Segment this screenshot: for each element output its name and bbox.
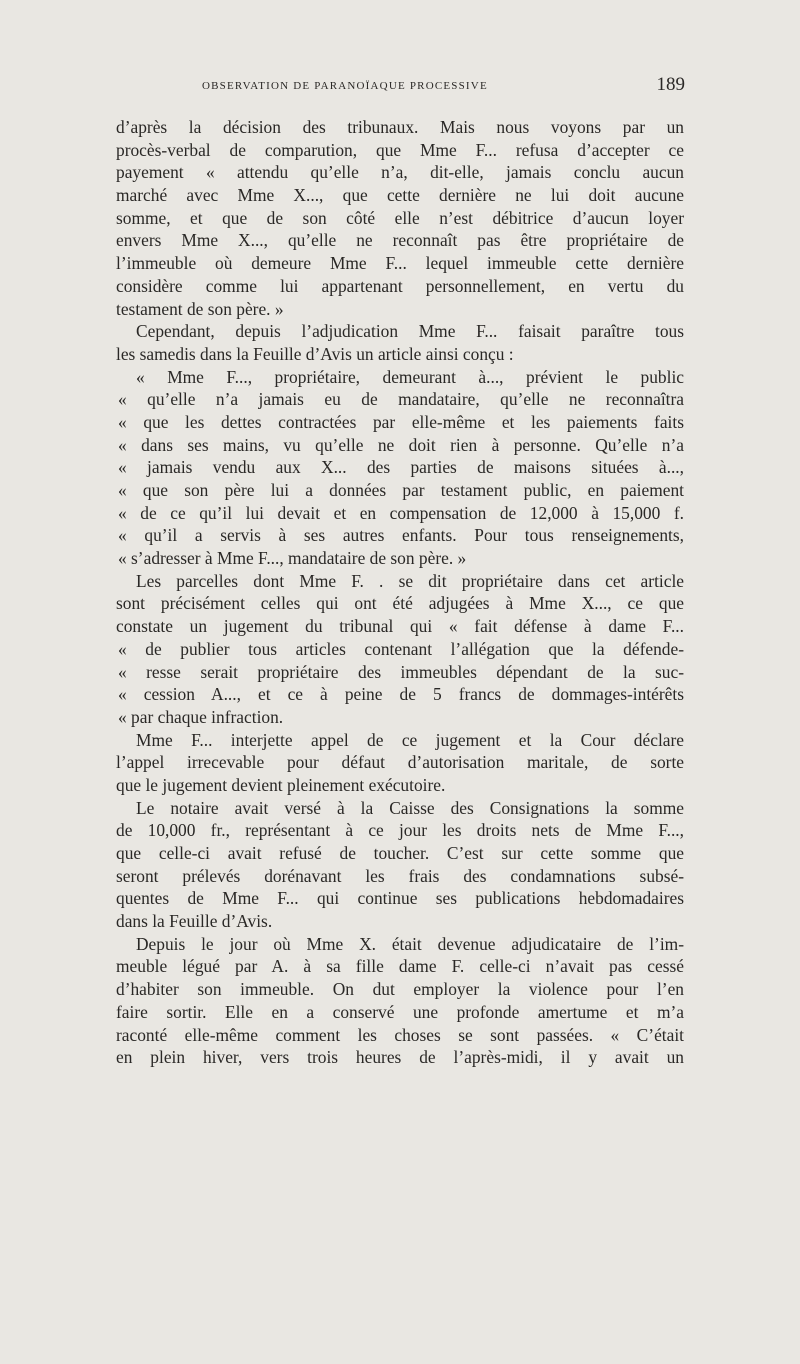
- text-line: « de publier tous articles contenant l’allégation que la défende-: [118, 638, 684, 659]
- text-line: « qu’il a servis à ses autres enfants. Pour tous renseignements,: [118, 525, 684, 546]
- text-line: « dans ses mains, vu qu’elle ne doit rien à personne. Qu’elle n’a: [118, 434, 684, 455]
- text-line: Le notaire avait versé à la Caisse des Consignations la somme: [136, 797, 684, 818]
- text-line: que le jugement devient pleinement exécutoire.: [116, 774, 446, 795]
- text-line: « qu’elle n’a jamais eu de mandataire, qu’elle ne reconnaîtra: [118, 389, 684, 410]
- text-line: les samedis dans la Feuille d’Avis un article ainsi conçu :: [116, 343, 514, 364]
- text-line: Mme F... interjette appel de ce jugement et la Cour déclare: [136, 729, 684, 750]
- text-line: « que son père lui a données par testament public, en paiement: [118, 480, 684, 500]
- text-line: « de ce qu’il lui devait et en compensation de 12,000 à 15,000 f.: [118, 502, 684, 523]
- text-line: que celle-ci avait refusé de toucher. C’est sur cette somme que: [116, 843, 684, 863]
- text-line: « que les dettes contractées par elle-même et les paiements faits: [118, 411, 684, 432]
- text-line: d’après la décision des tribunaux. Mais nous voyons par un: [116, 117, 684, 137]
- text-line: testament de son père. »: [116, 298, 284, 319]
- page-number: 189: [656, 74, 685, 95]
- text-line: constate un jugement du tribunal qui « fait défense à dame F...: [116, 616, 684, 637]
- text-line: « cession A..., et ce à peine de 5 francs de dommages-intérêts: [118, 684, 684, 705]
- text-line: « jamais vendu aux X... des parties de maisons situées à...,: [118, 457, 684, 478]
- text-line: sont précisément celles qui ont été adjugées à Mme X..., ce que: [116, 593, 684, 614]
- running-title: OBSERVATION DE PARANOÏAQUE PROCESSIVE: [202, 80, 488, 92]
- text-line: « resse serait propriétaire des immeubles dépendant de la suc-: [118, 661, 684, 682]
- text-line: dans la Feuille d’Avis.: [116, 911, 273, 932]
- text-line: envers Mme X..., qu’elle ne reconnaît pas être propriétaire de: [116, 230, 684, 251]
- text-line: « s’adresser à Mme F..., mandataire de son père. »: [118, 548, 467, 569]
- text-line: « Mme F..., propriétaire, demeurant à..., prévient le public: [136, 366, 684, 387]
- text-line: faire sortir. Elle en a conservé une profonde amertume et m’a: [116, 1001, 684, 1022]
- text-line: somme, et que de son côté elle n’est débitrice d’aucun loyer: [116, 207, 684, 228]
- body-text: [116, 116, 684, 1069]
- text-line: raconté elle-même comment les choses se sont passées. « C’était: [116, 1024, 684, 1045]
- running-head: [118, 74, 685, 100]
- text-line: quentes de Mme F... qui continue ses publications hebdomadaires: [116, 888, 684, 909]
- text-line: de 10,000 fr., représentant à ce jour les droits nets de Mme F...,: [116, 820, 684, 841]
- text-line: l’appel irrecevable pour défaut d’autorisation maritale, de sorte: [116, 752, 684, 773]
- text-line: seront prélevés dorénavant les frais des condamnations subsé-: [116, 865, 684, 886]
- text-line: procès-verbal de comparution, que Mme F... refusa d’accepter ce: [116, 139, 684, 160]
- text-line: Les parcelles dont Mme F. . se dit propriétaire dans cet article: [136, 570, 684, 591]
- text-line: l’immeuble où demeure Mme F... lequel immeuble cette dernière: [116, 253, 684, 274]
- text-line: Depuis le jour où Mme X. était devenue adjudicataire de l’im-: [136, 933, 684, 954]
- text-line: payement « attendu qu’elle n’a, dit-elle, jamais conclu aucun: [116, 162, 684, 183]
- text-line: en plein hiver, vers trois heures de l’après-midi, il y avait un: [116, 1047, 684, 1068]
- text-line: considère comme lui appartenant personnellement, en vertu du: [116, 275, 684, 296]
- text-line: marché avec Mme X..., que cette dernière ne lui doit aucune: [116, 185, 684, 206]
- text-line: meuble légué par A. à sa fille dame F. celle-ci n’avait pas cessé: [116, 956, 684, 977]
- text-line: « par chaque infraction.: [118, 706, 284, 727]
- text-line: d’habiter son immeuble. On dut employer la violence pour l’en: [116, 979, 684, 1000]
- text-line: Cependant, depuis l’adjudication Mme F... faisait paraître tous: [136, 321, 684, 342]
